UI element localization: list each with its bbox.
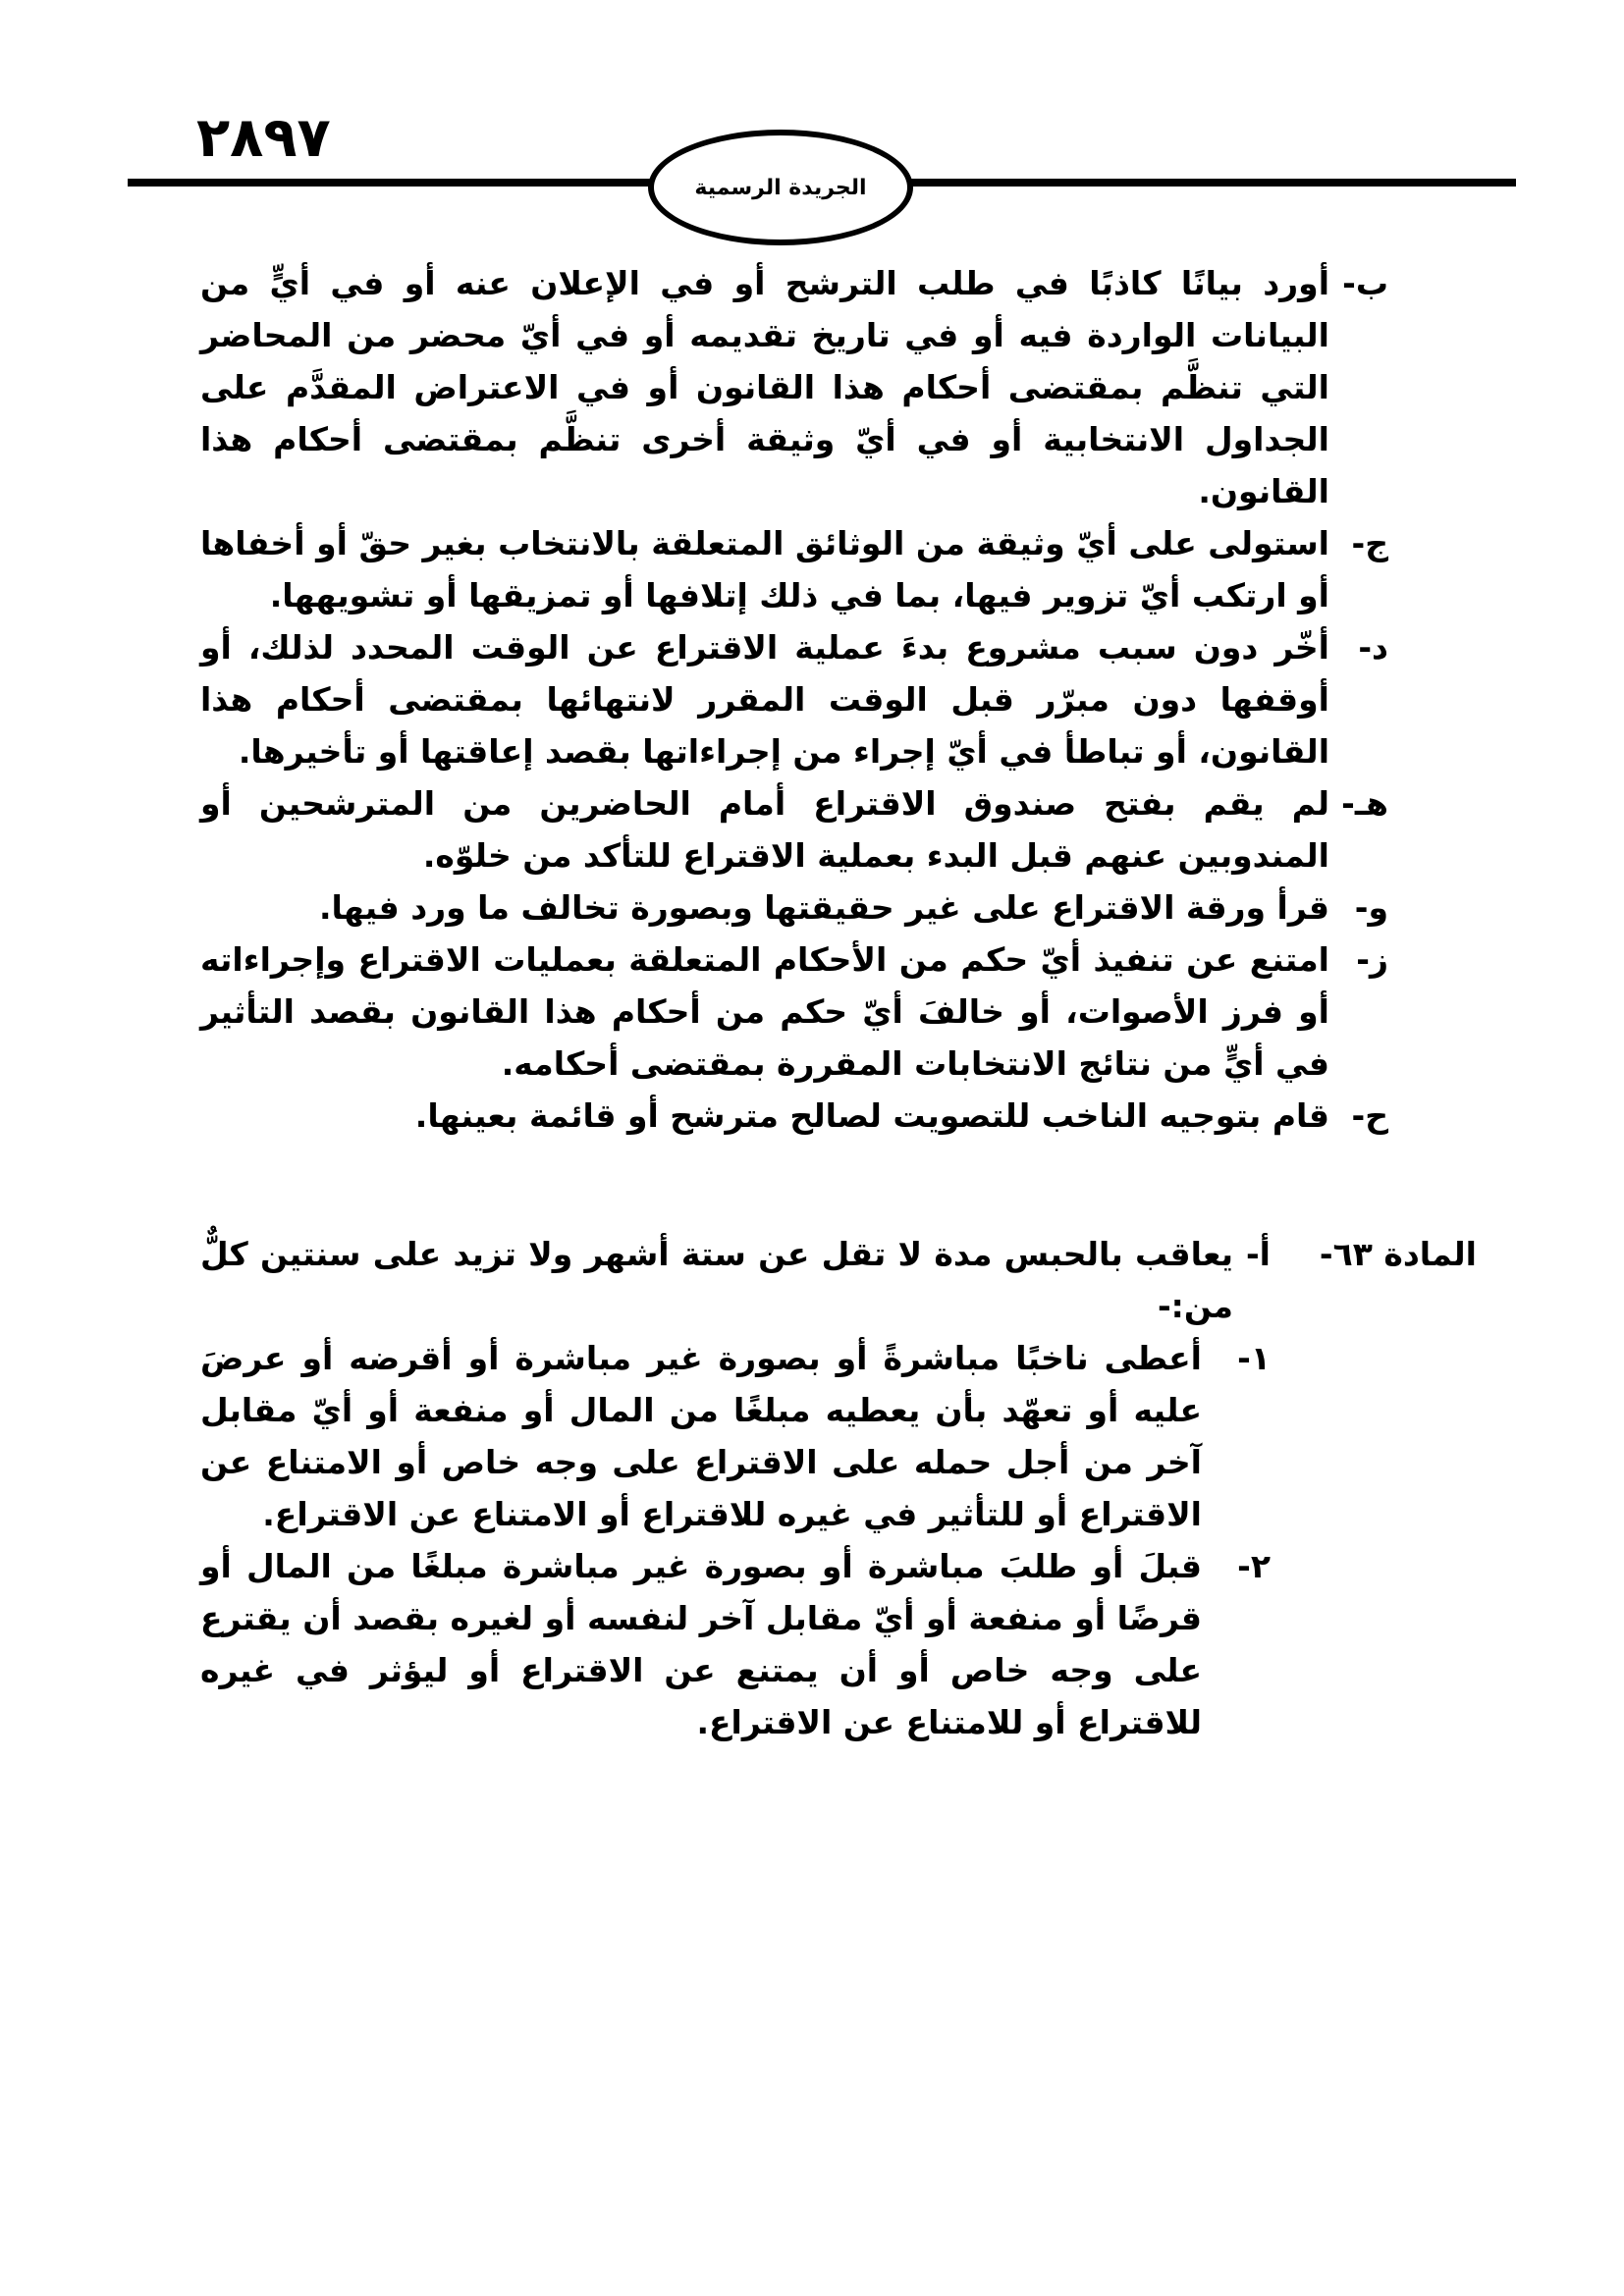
clause-marker: ز- bbox=[1356, 940, 1388, 979]
clause-marker: ح- bbox=[1351, 1096, 1388, 1135]
clause-text: أخّر دون سبب مشروع بدءَ عملية الاقتراع عن الوقت المحدد لذلك، أو أوقفها دون مبرّر قبل الوقت المقرر لانتهائها بمقتضى أحكام هذا القانون، أو تباطأ في أيّ إجراء من إجراءاتها بقصد إعاقتها أو تأخيرها. bbox=[200, 628, 1329, 771]
article-sub-marker: أ- bbox=[1245, 1235, 1271, 1273]
clause-marker: ج- bbox=[1351, 524, 1388, 562]
document-body bbox=[200, 257, 1477, 1748]
clause-marker: و- bbox=[1354, 888, 1388, 927]
article-63 bbox=[200, 1228, 1477, 1332]
clause-w bbox=[200, 881, 1388, 934]
clause-text: استولى على أيّ وثيقة من الوثائق المتعلقة بالانتخاب بغير حقّ أو أخفاها أو ارتكب أيّ تزوير فيها، بما في ذلك إتلافها أو تمزيقها أو تشويهها. bbox=[200, 524, 1329, 614]
page-number: ٢٨٩٧ bbox=[196, 106, 331, 170]
item-marker: ٢- bbox=[1237, 1547, 1271, 1585]
item-text: أعطى ناخبًا مباشرةً أو بصورة غير مباشرة أو أقرضه أو عرضَ عليه أو تعهّد بأن يعطيه مبلغًا من المال أو منفعة أو أيّ مقابل آخر من أجل حمله على الاقتراع على وجه خاص أو الامتناع عن الاقتراع أو للتأثير في غيره للاقتراع أو الامتناع عن الاقتراع. bbox=[200, 1339, 1202, 1533]
clause-text: قام بتوجيه الناخب للتصويت لصالح مترشح أو قائمة بعينها. bbox=[414, 1096, 1329, 1135]
clause-d bbox=[200, 621, 1388, 777]
clause-marker: ب- bbox=[1342, 264, 1388, 302]
publication-title-oval bbox=[648, 130, 913, 245]
clause-text: قرأ ورقة الاقتراع على غير حقيقتها وبصورة تخالف ما ورد فيها. bbox=[318, 888, 1329, 927]
clause-h bbox=[200, 777, 1388, 881]
clause-z bbox=[200, 934, 1388, 1090]
clause-j bbox=[200, 517, 1388, 621]
article-item-1 bbox=[200, 1332, 1271, 1540]
clause-text: أورد بيانًا كاذبًا في طلب الترشح أو في الإعلان عنه أو في أيٍّ من البيانات الواردة فيه أو في تاريخ تقديمه أو في أيّ محضر من المحاضر التي تنظَّم بمقتضى أحكام هذا القانون أو في الاعتراض المقدَّم على الجداول الانتخابية أو في أيّ وثيقة أخرى تنظَّم بمقتضى أحكام هذا القانون. bbox=[200, 264, 1329, 510]
clause-marker: د- bbox=[1358, 628, 1388, 667]
publication-title: الجريدة الرسمية bbox=[694, 175, 867, 200]
article-intro: يعاقب بالحبس مدة لا تقل عن ستة أشهر ولا تزيد على سنتين كلٌّ من:- bbox=[200, 1235, 1233, 1325]
article-sub-a bbox=[200, 1228, 1271, 1332]
clause-text: لم يقم بفتح صندوق الاقتراع أمام الحاضرين من المترشحين أو المندوبين عنهم قبل البدء بعملية الاقتراع للتأكد من خلوّه. bbox=[200, 784, 1329, 875]
article-item-2 bbox=[200, 1540, 1271, 1748]
article-label: المادة ٦٣- bbox=[1319, 1235, 1477, 1273]
clause-marker: هـ- bbox=[1341, 784, 1388, 823]
clause-h2 bbox=[200, 1090, 1388, 1142]
item-text: قبلَ أو طلبَ مباشرة أو بصورة غير مباشرة مبلغًا من المال أو قرضًا أو منفعة أو أيّ مقابل آخر لنفسه أو لغيره بقصد أن يقترع على وجه خاص أو أن يمتنع عن الاقتراع أو ليؤثر في غيره للاقتراع أو للامتناع عن الاقتراع. bbox=[200, 1547, 1202, 1741]
clause-b bbox=[200, 257, 1388, 517]
clause-text: امتنع عن تنفيذ أيّ حكم من الأحكام المتعلقة بعمليات الاقتراع وإجراءاته أو فرز الأصوات، أو خالفَ أيّ حكم من أحكام هذا القانون بقصد التأثير في أيٍّ من نتائج الانتخابات المقررة بمقتضى أحكامه. bbox=[200, 940, 1329, 1083]
item-marker: ١- bbox=[1237, 1339, 1271, 1377]
